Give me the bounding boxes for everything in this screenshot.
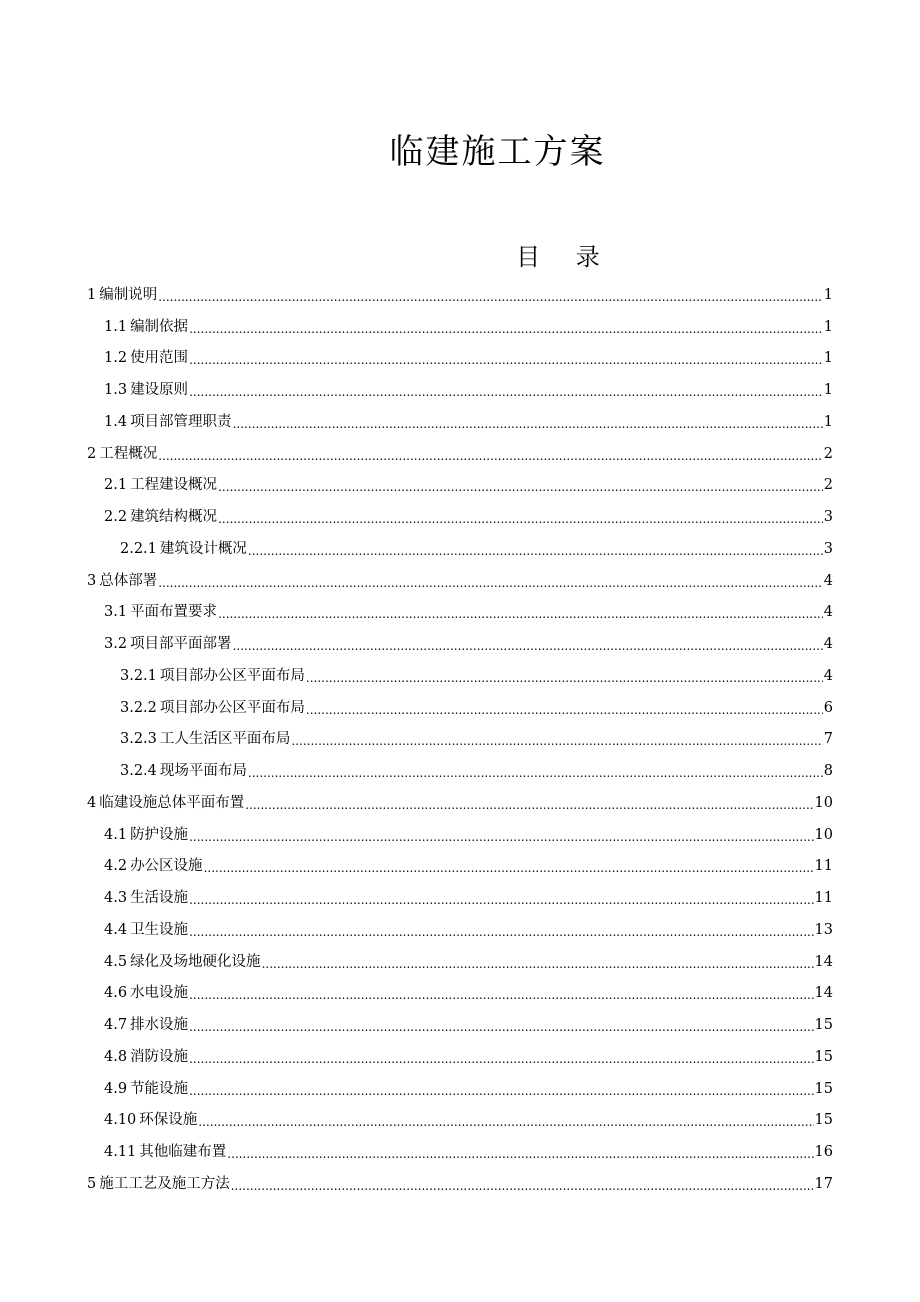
toc-entry-title: 排水设施 <box>130 1017 189 1034</box>
toc-entry[interactable] <box>120 755 833 787</box>
toc-dot-leader <box>218 507 823 527</box>
toc-entry-number: 3.2.4 <box>120 763 157 780</box>
toc-entry[interactable] <box>104 628 833 660</box>
toc-page-number: 15 <box>814 1017 833 1034</box>
toc-entry-number: 5 <box>87 1175 97 1192</box>
toc-dot-leader <box>189 983 813 1003</box>
toc-page-number: 1 <box>823 318 833 335</box>
toc-entry-label <box>87 571 157 591</box>
toc-page-number: 10 <box>814 826 833 843</box>
toc-entry[interactable] <box>104 1041 833 1073</box>
toc-dot-leader <box>189 380 823 400</box>
toc-entry-label <box>104 856 203 876</box>
toc-dot-leader <box>189 1015 813 1035</box>
toc-page-number: 15 <box>814 1112 833 1129</box>
toc-entry-label <box>104 920 188 940</box>
toc-page-number: 15 <box>814 1080 833 1097</box>
toc-entry-title: 项目部办公区平面布局 <box>159 699 305 716</box>
toc-entry[interactable] <box>104 978 833 1010</box>
toc-entry-title: 编制说明 <box>99 286 158 303</box>
toc-entry-label <box>104 888 188 908</box>
toc-entry-label <box>87 285 157 305</box>
toc-entry-number: 4.11 <box>104 1144 137 1161</box>
toc-dot-leader <box>158 571 823 591</box>
toc-entry-title: 防护设施 <box>130 826 189 843</box>
toc-entry-title: 施工工艺及施工方法 <box>99 1175 230 1192</box>
toc-entry-label <box>120 729 290 749</box>
toc-entry-number: 1.4 <box>104 413 128 430</box>
toc-page-number: 1 <box>823 382 833 399</box>
toc-entry-title: 平面布置要求 <box>130 604 218 621</box>
toc-entry[interactable] <box>120 533 833 565</box>
toc-page-number: 13 <box>814 921 833 938</box>
toc-entry-label <box>104 1079 188 1099</box>
toc-dot-leader <box>227 1142 813 1162</box>
toc-page-number: 1 <box>823 286 833 303</box>
toc-dot-leader <box>189 317 823 337</box>
toc-entry[interactable] <box>104 311 833 343</box>
toc-entry-title: 工程概况 <box>99 445 158 462</box>
toc-entry[interactable] <box>104 882 833 914</box>
toc-page-number: 10 <box>814 794 833 811</box>
toc-entry-title: 其他临建布置 <box>139 1144 227 1161</box>
toc-entry-label <box>120 698 305 718</box>
toc-page-number: 1 <box>823 350 833 367</box>
toc-page-number: 2 <box>823 445 833 462</box>
toc-entry-label <box>104 825 188 845</box>
toc-entry-number: 1.3 <box>104 382 128 399</box>
toc-entry-title: 水电设施 <box>130 985 189 1002</box>
toc-entry[interactable] <box>104 1073 833 1105</box>
toc-entry-title: 消防设施 <box>130 1048 189 1065</box>
toc-entry-number: 1.2 <box>104 350 128 367</box>
toc-entry[interactable] <box>104 406 833 438</box>
toc-page-number: 3 <box>823 509 833 526</box>
toc-entry-label <box>120 539 247 559</box>
toc-page-number: 4 <box>823 604 833 621</box>
toc-entry-title: 总体部署 <box>99 572 158 589</box>
toc-entry-label <box>104 1015 188 1035</box>
toc-entry-number: 2.1 <box>104 477 128 494</box>
toc-dot-leader <box>291 729 822 749</box>
toc-entry-number: 4.4 <box>104 921 128 938</box>
toc-entry-title: 项目部管理职责 <box>130 413 232 430</box>
toc-page-number: 3 <box>823 540 833 557</box>
toc-entry[interactable] <box>104 946 833 978</box>
toc-dot-leader <box>248 539 823 559</box>
toc-entry-title: 现场平面布局 <box>159 763 247 780</box>
toc-entry-number: 2.2.1 <box>120 540 157 557</box>
toc-entry[interactable] <box>87 279 833 311</box>
toc-entry[interactable] <box>120 692 833 724</box>
toc-entry-number: 2.2 <box>104 509 128 526</box>
toc-entry-label <box>87 444 157 464</box>
toc-entry-number: 3 <box>87 572 97 589</box>
toc-dot-leader <box>245 793 813 813</box>
toc-entry-number: 4.10 <box>104 1112 137 1129</box>
toc-entry[interactable] <box>87 438 833 470</box>
toc-entry-title: 绿化及场地硬化设施 <box>130 953 261 970</box>
toc-page-number: 17 <box>814 1175 833 1192</box>
toc-entry-number: 1 <box>87 286 97 303</box>
toc-entry[interactable] <box>87 787 833 819</box>
toc-entry[interactable] <box>104 343 833 375</box>
toc-entry-label <box>104 602 217 622</box>
toc-dot-leader <box>189 348 823 368</box>
toc-entry[interactable] <box>120 660 833 692</box>
toc-entry-number: 4.9 <box>104 1080 128 1097</box>
toc-entry-title: 卫生设施 <box>130 921 189 938</box>
toc-dot-leader <box>233 412 823 432</box>
toc-entry-label <box>104 380 188 400</box>
toc-entry-label <box>104 983 188 1003</box>
toc-entry-number: 4.3 <box>104 890 128 907</box>
toc-entry-label <box>104 1047 188 1067</box>
toc-page-number: 11 <box>814 890 833 907</box>
toc-entry-number: 4.5 <box>104 953 128 970</box>
toc-dot-leader <box>189 920 813 940</box>
toc-entry-title: 项目部办公区平面布局 <box>159 667 305 684</box>
toc-entry-label <box>104 317 188 337</box>
toc-entry-label <box>87 1174 230 1194</box>
toc-entry-title: 工人生活区平面布局 <box>159 731 291 748</box>
toc-entry-title: 建设原则 <box>130 382 189 399</box>
toc-entry-number: 1.1 <box>104 318 128 335</box>
toc-dot-leader <box>306 666 823 686</box>
toc-dot-leader <box>158 444 823 464</box>
toc-entry-label <box>120 666 305 686</box>
toc-entry-label <box>104 348 188 368</box>
toc-page-number: 15 <box>814 1048 833 1065</box>
toc-entry[interactable] <box>104 501 833 533</box>
toc-page-number: 14 <box>814 953 833 970</box>
toc-entry-title: 临建设施总体平面布置 <box>99 794 245 811</box>
toc-entry[interactable] <box>104 851 833 883</box>
toc-entry-label <box>104 475 217 495</box>
toc-page-number: 14 <box>814 985 833 1002</box>
toc-entry-number: 4 <box>87 794 97 811</box>
toc-dot-leader <box>262 952 814 972</box>
document-title: 临建施工方案 <box>389 132 606 172</box>
toc-entry-number: 2 <box>87 445 97 462</box>
toc-entry-title: 节能设施 <box>130 1080 189 1097</box>
toc-entry-label <box>104 1142 226 1162</box>
toc-page-number: 1 <box>823 413 833 430</box>
toc-dot-leader <box>204 856 814 876</box>
toc-entry-label <box>104 412 232 432</box>
toc-dot-leader <box>198 1110 813 1130</box>
toc-dot-leader <box>158 285 823 305</box>
toc-entry-title: 工程建设概况 <box>130 477 218 494</box>
toc-entry[interactable] <box>104 819 833 851</box>
toc-entry-number: 3.2.2 <box>120 699 157 716</box>
toc-entry-title: 环保设施 <box>139 1112 198 1129</box>
toc-entry[interactable] <box>120 724 833 756</box>
toc-entry-label <box>87 793 244 813</box>
toc-entry[interactable] <box>104 597 833 629</box>
toc-entry-number: 3.2.3 <box>120 731 157 748</box>
toc-entry[interactable] <box>104 914 833 946</box>
toc-heading: 目 录 <box>516 243 614 271</box>
toc-entry[interactable] <box>104 374 833 406</box>
toc-entry-number: 4.8 <box>104 1048 128 1065</box>
toc-dot-leader <box>231 1174 814 1194</box>
toc-entry-title: 办公区设施 <box>130 858 203 875</box>
toc-entry[interactable] <box>104 1136 833 1168</box>
toc-page-number: 8 <box>823 763 833 780</box>
toc-entry-number: 4.6 <box>104 985 128 1002</box>
toc-entry-number: 4.7 <box>104 1017 128 1034</box>
toc-entry[interactable] <box>87 1168 833 1200</box>
toc-dot-leader <box>306 698 823 718</box>
toc-entry-title: 项目部平面部署 <box>130 636 232 653</box>
toc-page-number: 7 <box>823 731 833 748</box>
toc-entry-title: 生活设施 <box>130 890 189 907</box>
toc-dot-leader <box>189 1047 813 1067</box>
toc-entry-label <box>120 761 247 781</box>
toc-dot-leader <box>218 475 823 495</box>
toc-entry[interactable] <box>104 470 833 502</box>
toc-entry-title: 编制依据 <box>130 318 189 335</box>
toc-page-number: 16 <box>814 1144 833 1161</box>
toc-entry-label <box>104 634 232 654</box>
toc-entry[interactable] <box>104 1009 833 1041</box>
toc-dot-leader <box>189 888 813 908</box>
toc-dot-leader <box>218 602 823 622</box>
toc-page-number: 4 <box>823 572 833 589</box>
toc-entry-title: 建筑设计概况 <box>159 540 247 557</box>
toc-dot-leader <box>248 761 823 781</box>
toc-entry-number: 4.2 <box>104 858 128 875</box>
toc-entry-number: 3.2 <box>104 636 128 653</box>
toc-page-number: 6 <box>823 699 833 716</box>
toc-entry-label <box>104 1110 197 1130</box>
toc-entry-title: 建筑结构概况 <box>130 509 218 526</box>
toc-page-number: 4 <box>823 667 833 684</box>
toc-page-number: 11 <box>814 858 833 875</box>
toc-entry[interactable] <box>104 1105 833 1137</box>
toc-entry-label <box>104 952 261 972</box>
toc-page-number: 4 <box>823 636 833 653</box>
toc-entry-label <box>104 507 217 527</box>
toc-entry[interactable] <box>87 565 833 597</box>
toc-dot-leader <box>189 1079 813 1099</box>
toc-entry-number: 3.2.1 <box>120 667 157 684</box>
toc-entry-title: 使用范围 <box>130 350 189 367</box>
toc-dot-leader <box>189 825 813 845</box>
toc-entry-number: 4.1 <box>104 826 128 843</box>
toc-entry-number: 3.1 <box>104 604 128 621</box>
toc-dot-leader <box>233 634 823 654</box>
toc-page-number: 2 <box>823 477 833 494</box>
